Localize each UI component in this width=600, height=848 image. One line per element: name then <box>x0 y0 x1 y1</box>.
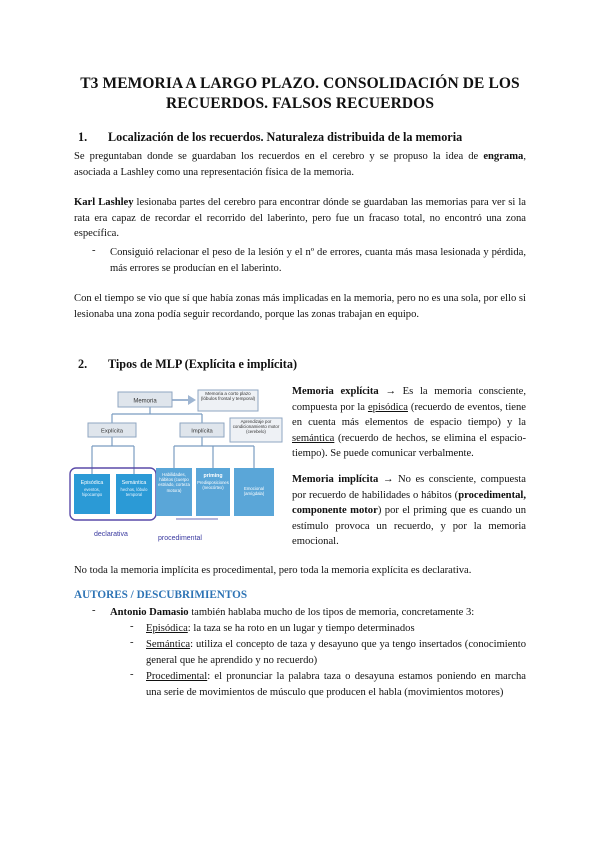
section-2-number: 2. <box>78 357 88 371</box>
text: : utiliza el concepto de taza y desayuno que ya tengo insertados (conocimiento general que he aprendido y no recuerdo) <box>146 639 526 666</box>
list-dash-2: - <box>130 637 134 648</box>
term-procedimental: procedimental, componente motor <box>292 489 526 517</box>
text: también hablaba mucho de los tipos de memoria, concretamente 3: <box>188 607 475 618</box>
list-item-episodica <box>146 621 526 637</box>
term-karl-lashley: Karl Lashley <box>74 197 134 208</box>
label-declarative: declarativa <box>94 531 128 538</box>
term-explicit-memory: Memoria explícita <box>292 386 379 397</box>
term-episodica: episódica <box>367 401 408 413</box>
text: : la taza se ha roto en un lugar y tiempo determinados <box>187 623 415 634</box>
section-2-title: Tipos de MLP (Explícita e implícita) <box>108 357 298 371</box>
label-procedural: procedimental <box>158 535 202 542</box>
text: (recuerdo de hechos, se elimina el espacio-tiempo). Se puede comunicar verbalmente. <box>292 432 526 460</box>
node-memoria-label: Memoria <box>133 398 157 405</box>
authors-dash: - <box>92 605 96 616</box>
term-engrama: engrama <box>483 151 524 162</box>
node-emotional-label: Emocional (amígdala) <box>243 486 265 497</box>
memory-types-diagram <box>68 388 286 544</box>
node-semantic-label: Semántica <box>121 480 147 486</box>
term: Episódica <box>146 623 188 634</box>
text: , asociada a Lashley como una representación física de la memoria. <box>74 151 526 178</box>
term-antonio-damasio: Antonio Damasio <box>110 607 189 618</box>
text: lesionaba partes del cerebro para encontrar dónde se guardaban las memorias para ver si la rata era capaz de recordar el recorrido del laberinto, pero fue un fracaso total, no encontró una zona específica. <box>74 197 526 240</box>
text: → No es consciente, compuesta por recuerdo de habilidades o hábitos ( <box>292 474 526 501</box>
term-implicit-memory: Memoria implícita <box>292 474 379 485</box>
term: Procedimental <box>146 671 208 682</box>
section-1-title: Localización de los recuerdos. Naturaleza distribuida de la memoria <box>108 130 463 144</box>
node-conditioning-label: Aprendizaje por condicionamiento motor (cerebelo) <box>232 418 280 434</box>
node-episodic-sub: eventos, hipocampo <box>81 487 103 497</box>
text: ) por el priming que es cuando un estímulo provoca un recuerdo, y por la memoria emocional. <box>292 505 526 548</box>
bullet-dash: - <box>92 245 96 256</box>
authors-heading: AUTORES / DESCUBRIMIENTOS <box>74 589 248 601</box>
paragraph-lashley <box>74 195 526 242</box>
list-dash-1: - <box>130 621 134 632</box>
title-line-1: T3 MEMORIA A LARGO PLAZO. CONSOLIDACIÓN DE LOS <box>80 75 520 92</box>
bullet-lashley-result: Consiguió relacionar el peso de la lesión y el nº de errores, cuanta más masa lesionada y pérdida, más errores se producían en el laberinto. <box>110 247 526 274</box>
term: Semántica <box>146 639 191 650</box>
text: (recuerdo de eventos, tiene en cuenta más elementos de espacio tiempo) y la <box>292 401 526 429</box>
paragraph-closing: No toda la memoria implícita es procedimental, pero toda la memoria explícita es declarativa. <box>74 565 472 576</box>
section-1-number: 1. <box>78 130 88 144</box>
paragraph-zones: Con el tiempo se vio que sí que había zonas más implicadas en la memoria, pero no es una sola, por ello si lesionaba una zona podía seguir recordando, porque las zonas trabajan en equipo. <box>74 293 526 320</box>
list-item-semantica <box>146 637 526 668</box>
node-implicit-label: Implícita <box>191 428 213 435</box>
paragraph-engrama <box>74 149 526 180</box>
author-damasio <box>110 605 530 621</box>
list-item-procedimental <box>146 669 526 700</box>
node-skills-label: Habilidades, hábitos (cuerpo estriado, corteza motora) <box>158 472 190 493</box>
node-priming-label: priming <box>203 473 223 479</box>
term-semantica: semántica <box>292 432 335 444</box>
text: → Es la memoria consciente, compuesta por la <box>292 386 526 413</box>
section-1-heading <box>78 130 462 145</box>
title-line-2: RECUERDOS. FALSOS RECUERDOS <box>165 95 435 112</box>
text: Se preguntaban donde se guardaban los recuerdos en el cerebro y se propuso la idea de <box>74 151 479 162</box>
node-explicit-label: Explícita <box>101 428 123 435</box>
page-title <box>60 74 540 114</box>
section-2-heading <box>78 357 297 372</box>
paragraph-implicit-memory <box>292 472 526 550</box>
paragraph-explicit-memory <box>292 384 526 462</box>
node-priming-sub: Predisposiciones (neocórtex) <box>197 480 229 490</box>
node-short-term-label: Memoria a corto plazo (lóbulos frontal y temporal) <box>200 390 256 401</box>
node-semantic-sub: hechos, lóbulo temporal <box>120 487 148 497</box>
node-episodic-label: Episódica <box>80 480 104 486</box>
text: : el pronunciar la palabra taza o desayuna estamos poniendo en marcha una serie de movimientos de músculo que producen el habla (movimientos motores) <box>146 671 526 698</box>
list-dash-3: - <box>130 669 134 680</box>
